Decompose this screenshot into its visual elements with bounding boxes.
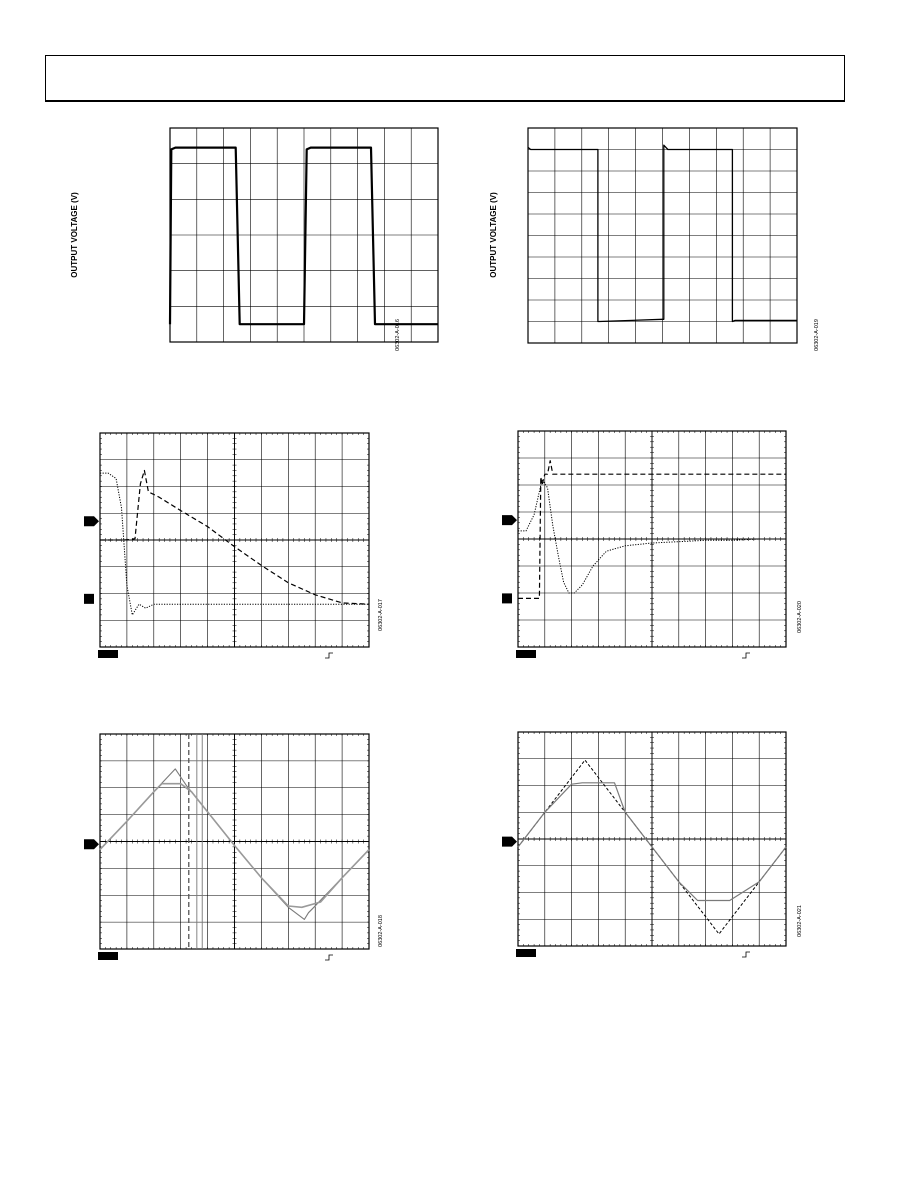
figure-code: 06302-A-016 — [395, 319, 401, 351]
channel-status-box — [516, 650, 536, 658]
chart-step-response-b — [498, 425, 818, 675]
channel-status-box — [98, 650, 118, 658]
y-axis-label: OUTPUT VOLTAGE (V) — [489, 192, 498, 278]
chart-step-response-a — [80, 425, 400, 675]
figure-code: 06302-A-019 — [814, 319, 820, 351]
channel-status-box — [516, 949, 536, 957]
trigger-edge-icon — [742, 952, 750, 957]
page-header-box — [45, 55, 845, 102]
channel-status-box — [98, 952, 118, 960]
figure-code: 06302-A-021 — [797, 905, 803, 937]
figure-code: 06302-A-020 — [797, 601, 803, 633]
chart-output-voltage-square-b — [480, 120, 820, 380]
channel-2-marker — [502, 593, 512, 603]
trigger-edge-icon — [325, 955, 333, 960]
channel-2-marker — [84, 594, 94, 604]
trigger-edge-icon — [325, 653, 333, 658]
channel-1-marker — [84, 516, 99, 526]
figure-code: 06302-A-018 — [378, 915, 384, 947]
chart-triangle-response-a — [80, 726, 400, 976]
chart-output-voltage-square-a — [60, 120, 401, 380]
channel-1-marker — [84, 839, 99, 849]
channel-1-marker — [502, 515, 517, 525]
trigger-edge-icon — [742, 653, 750, 658]
channel-1-marker — [502, 837, 517, 847]
chart-triangle-response-b — [498, 726, 818, 976]
y-axis-label: OUTPUT VOLTAGE (V) — [70, 192, 79, 278]
figure-code: 06302-A-017 — [378, 599, 384, 631]
